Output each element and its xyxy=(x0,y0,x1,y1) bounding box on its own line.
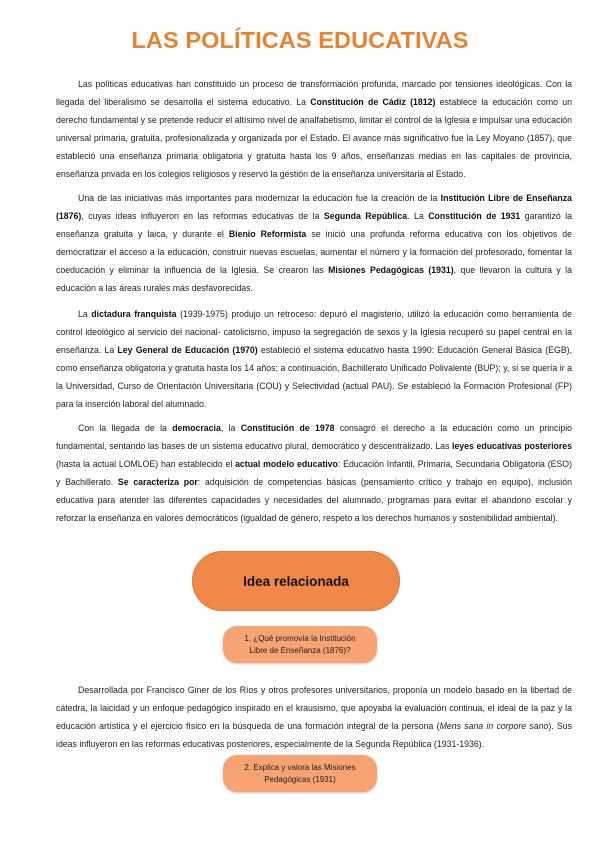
bold-term: Institución Libre de Enseñanza (1876) xyxy=(56,193,573,222)
text-run: Desarrollada por Francisco Giner de los Ríos y otros profesores universitarios, proponía un modelo basado en la libertad de cátedra, la laicidad y un enfoque pedagógico inspirado en el krausismo, que apoyaba la evaluación continua, el ideal de la paz y la educación artística y el ejercicio físico en la búsqueda de una formación integral de la persona ( xyxy=(56,685,572,732)
text-run: (1939-1975) produjo un retroceso: depuró el magisterio, utilizó la educación como herramienta de control ideológico al servicio del nacional- catolicismo, impuso la segregación de sexos y la Iglesia recuperó su papel central en la enseñanza. La xyxy=(56,309,573,356)
bold-term: democracia xyxy=(172,423,221,433)
text-run: estableció el sistema educativo hasta 1990: Educación General Básica (EGB), como enseñanza obligatoria y gratuita hasta los 14 años; a continuación, Bachillerato Unificado Polivalente (BUP); y, si se quería ir a la Universidad, Curso de Orientación Universitaria (COU) y Selectividad (actual PAU). Se estableció la Formación Profesional (FP) para la inserción laboral del alumnado. xyxy=(56,345,573,410)
bold-term: Segunda República xyxy=(323,211,408,222)
question-2-label: 2. Explica y valora las Misiones Pedagógicas (1931) xyxy=(244,762,356,784)
paragraph-segunda-republica xyxy=(56,189,572,298)
text-run: garantizó la enseñanza gratuita y laica, y durante el xyxy=(56,211,573,240)
bold-term: Se caracteriza por xyxy=(117,477,198,488)
text-run: Una de las iniciativas más importantes para modernizar la educación fue la creación de la xyxy=(78,193,441,203)
text-run: La xyxy=(78,309,92,319)
page-title: LAS POLÍTICAS EDUCATIVAS xyxy=(131,27,469,53)
related-idea-pill xyxy=(192,551,400,611)
text-run: Las políticas educativas han constituido un proceso de transformación profunda, marcado por tensiones ideológicas. Con la llegada del liberalismo se desarrolla el sistema educativo. La xyxy=(56,79,572,108)
text-run: ). Sus ideas influyeron en las reformas educativas posteriores, especialmente de la Segunda República (1931-1936). xyxy=(56,721,573,750)
question-1-button[interactable] xyxy=(223,626,377,663)
text-run: (hasta la actual LOMLOE) han establecido el xyxy=(56,459,236,470)
text-run: , cuyas ideas influyeron en las reformas educativas de la xyxy=(81,211,324,222)
text-run: : adquisición de competencias básicas (pensamiento crítico y trabajo en equipo), inclusión educativa para atender las diferentes capacidades y necesidades del alumnado, programas para evitar el abandono escolar y reforzar la enseñanza en valores democráticos (igualdad de género, respeto a los derechos humanos y sostenibilidad ambiental). xyxy=(56,477,572,524)
italic-phrase: Mens sana in corpore sano xyxy=(439,721,549,732)
bold-term: leyes educativas posteriores xyxy=(451,441,572,452)
paragraph-liberalismo xyxy=(56,75,572,184)
text-run: Con la llegada de la xyxy=(78,423,173,433)
bold-term: Constitución de 1978 xyxy=(240,423,335,433)
question-2-button[interactable] xyxy=(223,755,377,792)
text-run: : Educación Infantil, Primaria, Secundaria Obligatoria (ESO) y Bachillerato. xyxy=(56,459,573,488)
text-run: establece la educación como un derecho fundamental y se pretende reducir el altísimo nivel de analfabetismo, limitar el control de la Iglesia e impulsar una educación universal primaria, gratuita, profesionalizada y organizada por el Estado. El avance más significativo fue la Ley Moyano (1857), que estableció una enseñanza primaria obligatoria y gratuita hasta los 9 años, enseñanzas medias en las capitales de provincia, enseñanza privada en los colegios religiosos y reservó la gestión de la enseñanza universitaria al Estado. xyxy=(56,97,572,180)
related-idea-label: Idea relacionada xyxy=(243,573,349,589)
question-1-label: 1. ¿Qué promovía la Institución Libre de Enseñanza (1876)? xyxy=(244,633,356,655)
bold-term: Bienio Reformista xyxy=(228,229,307,240)
paragraph-answer-ile xyxy=(56,681,572,753)
text-run: , que llevaron la cultura y la educación a las áreas rurales más desfavorecidas. xyxy=(56,265,572,294)
bold-term: Constitución de Cádiz (1812) xyxy=(310,97,436,108)
text-run: se inició una profunda reforma educativa con los objetivos de democratizar el acceso a la educación, construir nuevas escuelas, aumentar el número y la formación del profesorado, fomentar la coeducación y eliminar la influencia de la Iglesia. Se crearon las xyxy=(56,229,573,276)
bold-term: Ley General de Educación (1970) xyxy=(117,345,258,356)
bold-term: dictadura franquista xyxy=(91,309,177,319)
bold-term: actual modelo educativo xyxy=(235,459,338,470)
paragraph-democracia xyxy=(56,419,572,528)
paragraph-franquismo xyxy=(56,305,572,414)
text-run: consagró el derecho a la educación como un principio fundamental, sentando las bases de un sistema educativo plural, democrático y descentralizado. Las xyxy=(56,423,573,452)
text-run: , la xyxy=(220,423,241,433)
bold-term: Constitución de 1931 xyxy=(428,211,521,222)
text-run: . La xyxy=(407,211,429,222)
bold-term: Misiones Pedagógicas (1931) xyxy=(328,265,454,276)
